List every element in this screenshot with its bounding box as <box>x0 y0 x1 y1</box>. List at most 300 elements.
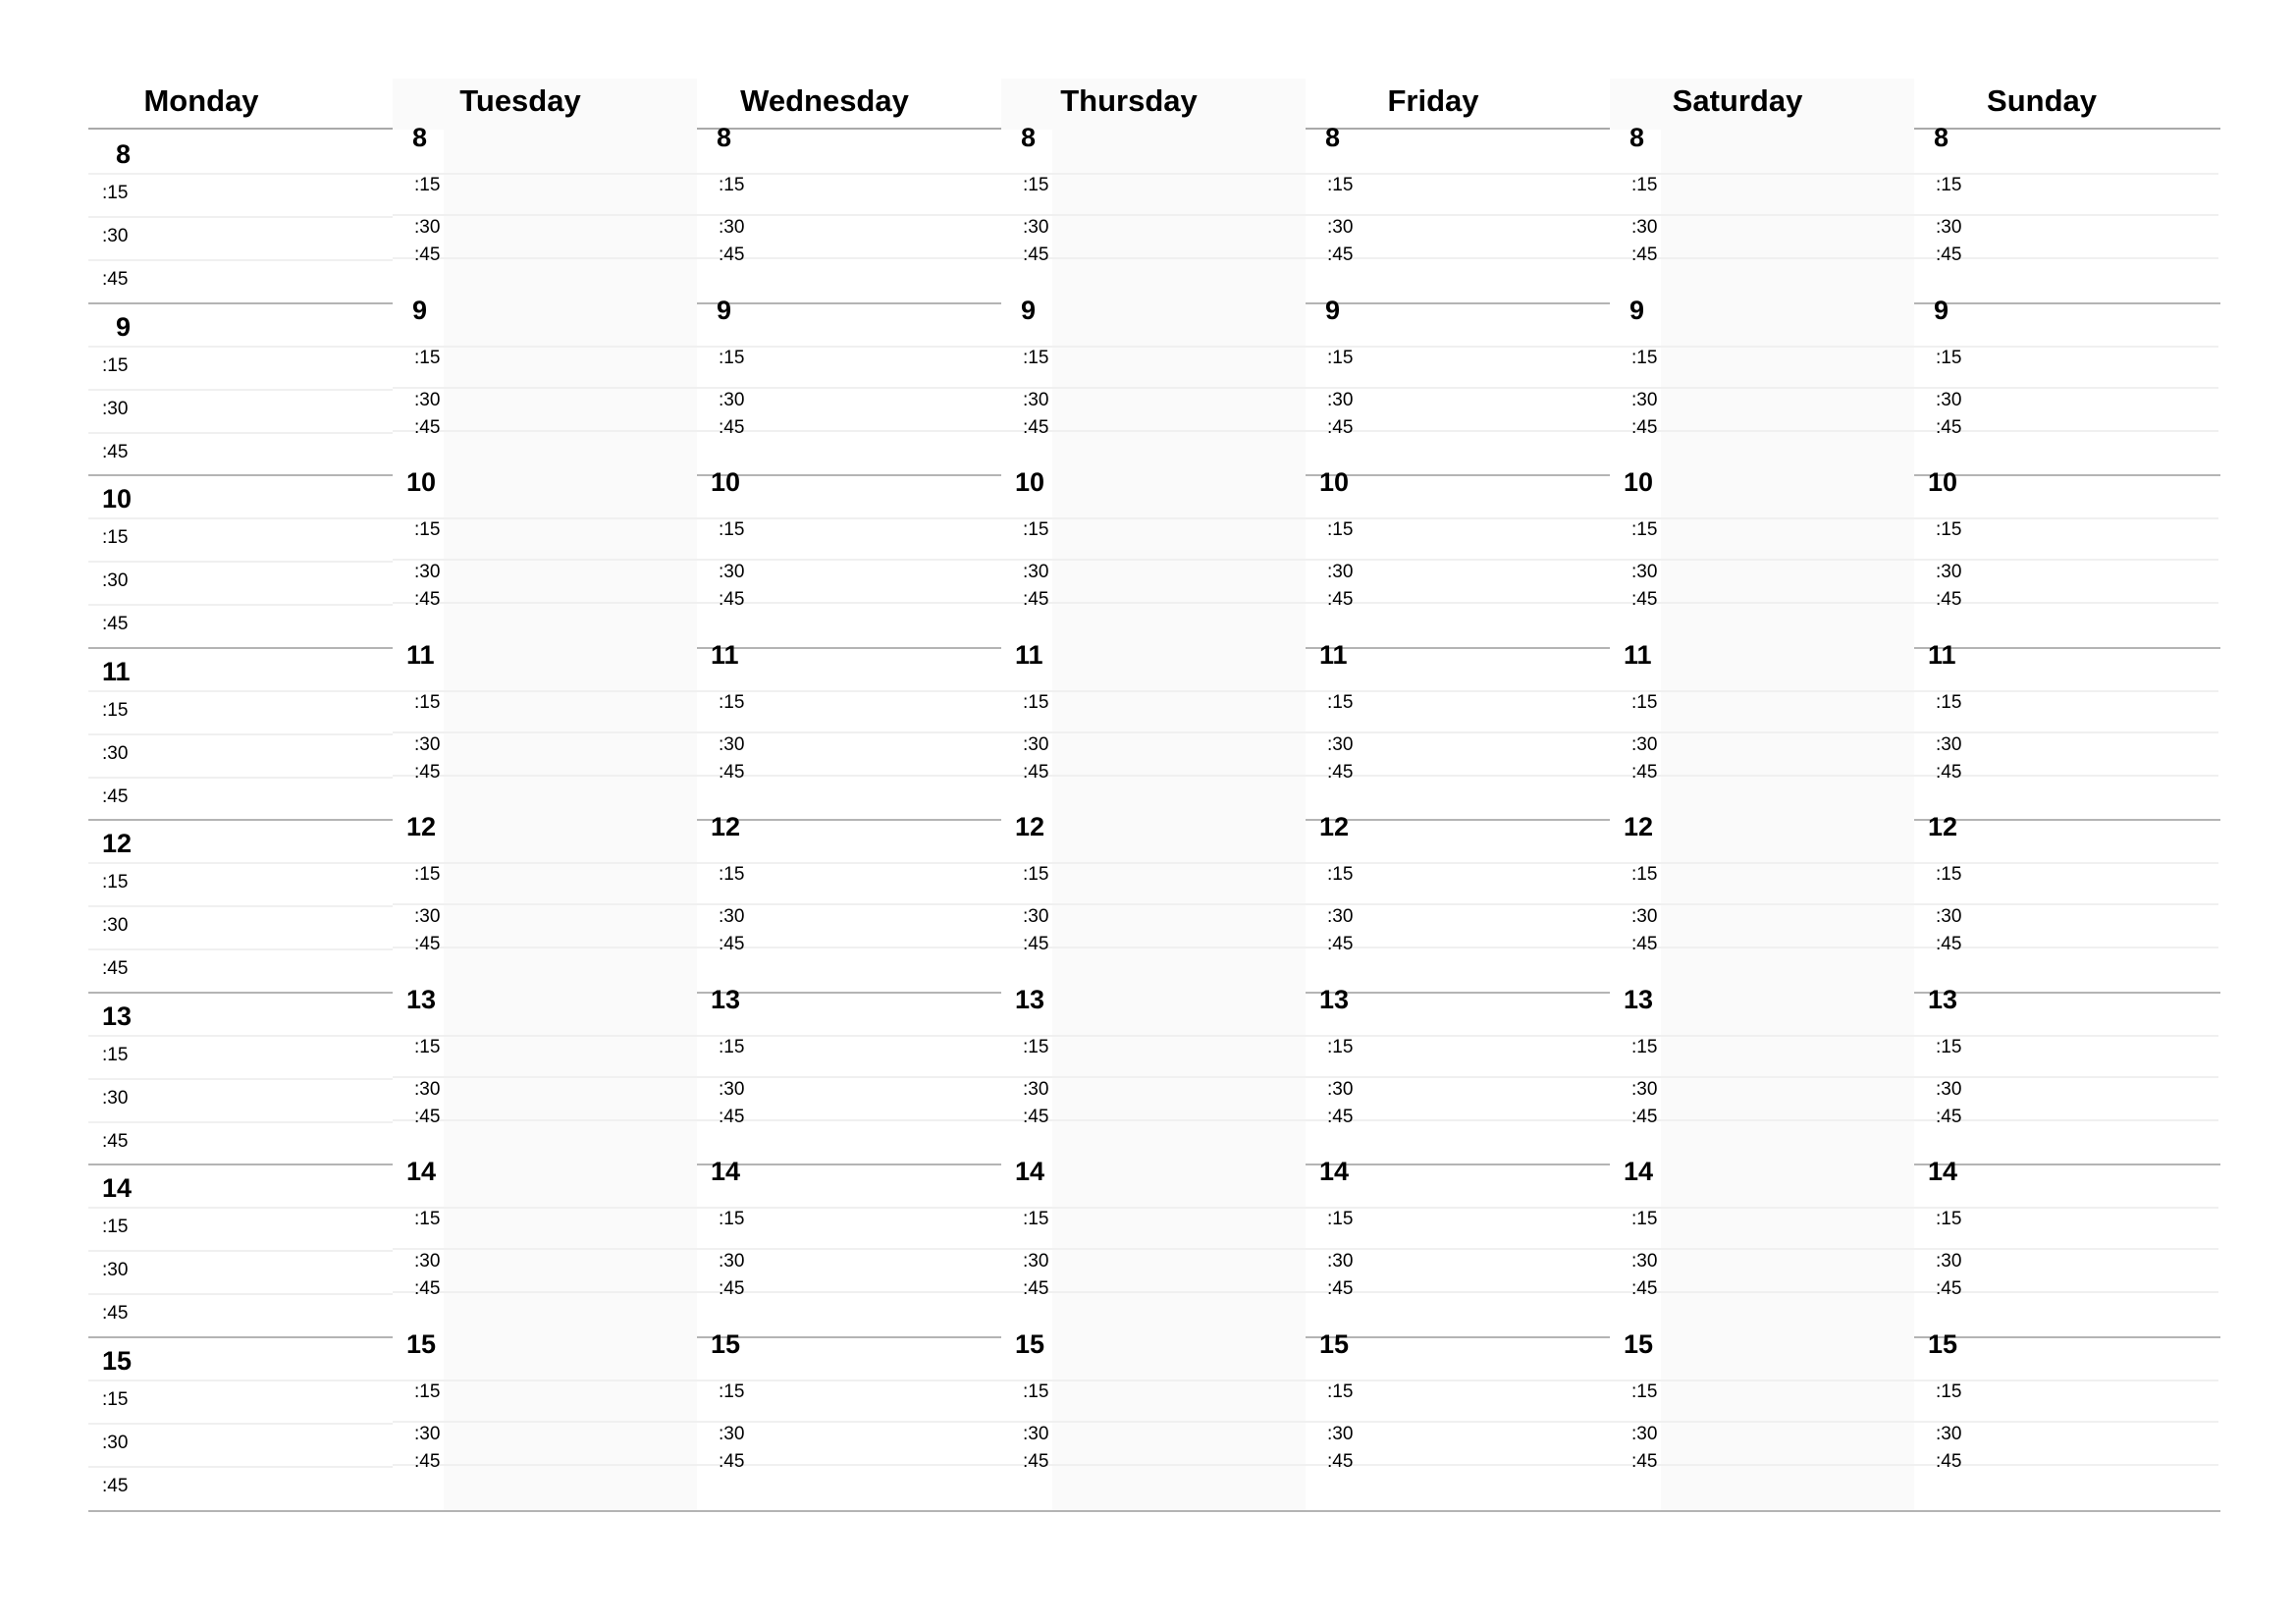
quarter-label: :45 <box>102 1130 129 1152</box>
quarter-label: :15 <box>1327 691 1354 713</box>
quarter-label: :45 <box>1936 1106 1962 1127</box>
quarter-label: :30 <box>1023 1078 1049 1100</box>
hour-label: 14 <box>406 1157 437 1186</box>
hour-slot[interactable] <box>1306 123 1610 302</box>
hour-slot[interactable] <box>1001 984 1306 1164</box>
quarter-label: :45 <box>414 934 441 954</box>
hour-label: 9 <box>1325 295 1341 325</box>
hour-slot[interactable] <box>1914 123 2218 302</box>
quarter-label: :45 <box>719 761 745 783</box>
quarter-label: :15 <box>1023 864 1049 885</box>
quarter-label: :15 <box>414 1380 441 1402</box>
quarter-label: :15 <box>1631 347 1658 368</box>
quarter-label: :15 <box>1936 175 1962 195</box>
quarter-divider <box>393 387 697 389</box>
hour-slot[interactable] <box>1306 467 1610 647</box>
quarter-label: :30 <box>1936 906 1962 927</box>
hour-label: 15 <box>406 1328 437 1359</box>
quarter-divider <box>88 777 393 779</box>
quarter-label: :45 <box>102 1475 129 1496</box>
hour-slot[interactable] <box>393 123 697 302</box>
quarter-label: :45 <box>719 244 745 265</box>
quarter-divider <box>1914 1421 2218 1423</box>
hour-label: 8 <box>1629 123 1645 152</box>
quarter-label: :30 <box>1327 1078 1354 1100</box>
quarter-divider <box>1306 1421 1610 1423</box>
hour-label: 15 <box>102 1345 133 1376</box>
quarter-label: :45 <box>1023 934 1049 954</box>
quarter-label: :15 <box>1023 1380 1049 1402</box>
quarter-label: :45 <box>1327 1278 1354 1299</box>
hour-slot[interactable] <box>697 295 1001 475</box>
quarter-divider <box>88 690 393 692</box>
hour-label: 14 <box>1624 1157 1654 1186</box>
quarter-divider <box>393 731 697 733</box>
quarter-divider <box>1306 903 1610 905</box>
quarter-divider <box>697 387 1001 389</box>
hour-slot[interactable] <box>88 1336 393 1509</box>
hour-slot[interactable] <box>88 1164 393 1336</box>
quarter-label: :30 <box>414 1423 441 1444</box>
hour-slot[interactable] <box>1914 639 2218 820</box>
quarter-label: :15 <box>1327 1036 1354 1057</box>
quarter-label: :15 <box>719 1036 745 1057</box>
quarter-label: :30 <box>102 570 129 591</box>
quarter-divider <box>88 517 393 519</box>
hour-label: 13 <box>711 984 741 1014</box>
hour-label: 10 <box>1319 467 1350 497</box>
hour-label: 8 <box>1325 123 1341 152</box>
hour-slot[interactable] <box>393 1157 697 1336</box>
hour-slot[interactable] <box>393 295 697 475</box>
quarter-label: :30 <box>1327 733 1354 755</box>
hour-slot[interactable] <box>1610 1157 1914 1336</box>
quarter-label: :30 <box>1936 1078 1962 1100</box>
quarter-divider <box>1914 387 2218 389</box>
quarter-divider <box>1001 1421 1306 1423</box>
quarter-label: :45 <box>102 441 129 462</box>
quarter-label: :15 <box>1327 175 1354 195</box>
hour-label: 8 <box>412 123 428 152</box>
hour-label: 14 <box>1319 1157 1350 1186</box>
quarter-label: :30 <box>1327 1423 1354 1444</box>
quarter-label: :15 <box>1327 1380 1354 1402</box>
quarter-label: :45 <box>414 589 441 610</box>
quarter-label: :45 <box>1327 244 1354 265</box>
quarter-label: :45 <box>102 785 129 807</box>
quarter-label: :30 <box>414 906 441 927</box>
quarter-label: :30 <box>1023 1251 1049 1272</box>
quarter-label: :30 <box>1936 1251 1962 1272</box>
quarter-divider <box>88 862 393 864</box>
hour-slot[interactable] <box>1001 1157 1306 1336</box>
quarter-label: :30 <box>1631 1078 1658 1100</box>
quarter-label: :45 <box>102 1303 129 1324</box>
hour-label: 11 <box>1015 639 1043 670</box>
quarter-divider <box>393 903 697 905</box>
hour-label: 8 <box>717 123 732 152</box>
hour-slot[interactable] <box>1001 639 1306 820</box>
quarter-label: :15 <box>1023 1036 1049 1057</box>
quarter-label: :30 <box>102 1260 129 1280</box>
hour-label: 13 <box>406 984 437 1014</box>
quarter-label: :15 <box>414 1036 441 1057</box>
quarter-label: :30 <box>414 733 441 755</box>
quarter-divider <box>1610 1421 1914 1423</box>
quarter-label: :45 <box>1631 1106 1658 1127</box>
quarter-divider <box>1914 1248 2218 1250</box>
quarter-label: :30 <box>1936 1423 1962 1444</box>
hour-slot[interactable] <box>697 984 1001 1164</box>
quarter-label: :30 <box>1327 217 1354 238</box>
quarter-label: :45 <box>1936 761 1962 783</box>
hour-slot[interactable] <box>1001 467 1306 647</box>
hour-label: 11 <box>406 639 435 670</box>
quarter-label: :15 <box>1631 691 1658 713</box>
hour-slot[interactable] <box>393 639 697 820</box>
quarter-label: :15 <box>414 691 441 713</box>
hour-slot[interactable] <box>1001 123 1306 302</box>
quarter-label: :15 <box>1936 1209 1962 1229</box>
hour-label: 12 <box>1928 812 1958 841</box>
quarter-label: :45 <box>414 244 441 265</box>
quarter-divider <box>393 559 697 561</box>
hour-label: 14 <box>711 1157 741 1186</box>
hour-label: 10 <box>406 467 437 497</box>
quarter-label: :15 <box>414 175 441 195</box>
quarter-label: :45 <box>1023 244 1049 265</box>
quarter-divider <box>393 1421 697 1423</box>
quarter-divider <box>1610 1248 1914 1250</box>
quarter-label: :15 <box>102 354 129 376</box>
quarter-label: :30 <box>414 389 441 410</box>
quarter-label: :30 <box>719 1251 745 1272</box>
quarter-label: :45 <box>1023 1278 1049 1299</box>
quarter-label: :45 <box>1936 1278 1962 1299</box>
hour-label: 12 <box>1624 812 1654 841</box>
day-header: Thursday <box>1060 83 1198 118</box>
hour-slot[interactable] <box>393 812 697 992</box>
hour-label: 13 <box>1928 984 1958 1014</box>
quarter-divider <box>88 346 393 348</box>
quarter-divider <box>88 432 393 434</box>
hour-slot[interactable] <box>697 467 1001 647</box>
quarter-label: :30 <box>1936 733 1962 755</box>
hour-label: 9 <box>1021 295 1037 325</box>
quarter-label: :30 <box>1631 1423 1658 1444</box>
hour-label: 12 <box>406 812 437 841</box>
quarter-label: :15 <box>102 699 129 721</box>
quarter-label: :45 <box>719 1450 745 1472</box>
quarter-divider <box>697 1076 1001 1078</box>
quarter-label: :15 <box>1631 519 1658 540</box>
quarter-label: :15 <box>1631 1036 1658 1057</box>
quarter-divider <box>1610 1076 1914 1078</box>
quarter-label: :45 <box>1936 244 1962 265</box>
hour-label: 15 <box>1015 1328 1045 1359</box>
quarter-divider <box>697 1248 1001 1250</box>
quarter-divider <box>697 731 1001 733</box>
quarter-label: :30 <box>1327 1251 1354 1272</box>
quarter-divider <box>1001 1076 1306 1078</box>
hour-slot[interactable] <box>1306 1157 1610 1336</box>
quarter-label: :15 <box>1327 519 1354 540</box>
quarter-label: :30 <box>1023 906 1049 927</box>
quarter-label: :30 <box>1631 1251 1658 1272</box>
hour-slot[interactable] <box>1610 812 1914 992</box>
quarter-label: :45 <box>1327 1106 1354 1127</box>
quarter-label: :15 <box>1631 1209 1658 1229</box>
quarter-label: :15 <box>1327 1209 1354 1229</box>
quarter-divider <box>88 1466 393 1468</box>
quarter-label: :15 <box>1936 1036 1962 1057</box>
quarter-divider <box>88 173 393 175</box>
quarter-divider <box>1306 559 1610 561</box>
quarter-label: :45 <box>414 1450 441 1472</box>
quarter-divider <box>88 1035 393 1037</box>
quarter-label: :15 <box>1023 1209 1049 1229</box>
hour-slot[interactable] <box>1914 812 2218 992</box>
hour-slot[interactable] <box>697 1157 1001 1336</box>
quarter-label: :15 <box>102 1217 129 1237</box>
hour-label: 15 <box>1624 1328 1654 1359</box>
hour-slot[interactable] <box>1914 295 2218 475</box>
quarter-label: :45 <box>1631 1278 1658 1299</box>
quarter-label: :45 <box>1023 1106 1049 1127</box>
quarter-label: :45 <box>102 614 129 634</box>
quarter-label: :45 <box>1936 934 1962 954</box>
hour-slot[interactable] <box>1610 984 1914 1164</box>
hour-slot[interactable] <box>1001 1328 1306 1509</box>
quarter-divider <box>1914 903 2218 905</box>
quarter-label: :30 <box>719 389 745 410</box>
hour-label: 10 <box>1928 467 1958 497</box>
quarter-label: :15 <box>1631 175 1658 195</box>
day-column-friday <box>1306 79 1610 1512</box>
quarter-label: :30 <box>719 1423 745 1444</box>
hour-slot[interactable] <box>1306 1328 1610 1509</box>
hour-slot[interactable] <box>393 467 697 647</box>
quarter-label: :15 <box>719 1380 745 1402</box>
hour-slot[interactable] <box>393 984 697 1164</box>
quarter-label: :15 <box>1936 1380 1962 1402</box>
hour-label: 9 <box>412 295 428 325</box>
hour-slot[interactable] <box>697 1328 1001 1509</box>
quarter-label: :15 <box>102 527 129 548</box>
quarter-label: :30 <box>1631 562 1658 582</box>
hour-slot[interactable] <box>1914 1328 2218 1509</box>
quarter-label: :30 <box>102 915 129 936</box>
bottom-divider <box>88 1510 2220 1512</box>
quarter-label: :15 <box>719 1209 745 1229</box>
quarter-divider <box>1001 387 1306 389</box>
quarter-divider <box>1001 1248 1306 1250</box>
quarter-label: :45 <box>1631 589 1658 610</box>
hour-label: 8 <box>1021 123 1037 152</box>
quarter-label: :45 <box>414 1106 441 1127</box>
quarter-label: :15 <box>102 872 129 893</box>
quarter-label: :15 <box>1631 864 1658 885</box>
quarter-label: :45 <box>1023 416 1049 438</box>
quarter-divider <box>1610 214 1914 216</box>
quarter-divider <box>1001 214 1306 216</box>
hour-slot[interactable] <box>697 812 1001 992</box>
hour-slot[interactable] <box>1610 467 1914 647</box>
hour-slot[interactable] <box>1610 123 1914 302</box>
hour-slot[interactable] <box>88 992 393 1164</box>
hour-slot[interactable] <box>88 819 393 992</box>
quarter-label: :45 <box>1327 1450 1354 1472</box>
quarter-divider <box>1306 1248 1610 1250</box>
quarter-label: :45 <box>1023 589 1049 610</box>
quarter-label: :30 <box>1936 389 1962 410</box>
quarter-divider <box>1001 731 1306 733</box>
quarter-divider <box>88 1423 393 1425</box>
hour-label: 14 <box>102 1173 133 1203</box>
quarter-divider <box>88 259 393 261</box>
quarter-label: :30 <box>1327 562 1354 582</box>
quarter-divider <box>1610 903 1914 905</box>
quarter-label: :45 <box>719 589 745 610</box>
quarter-divider <box>1306 731 1610 733</box>
quarter-label: :45 <box>1327 761 1354 783</box>
quarter-label: :45 <box>719 1106 745 1127</box>
quarter-divider <box>1914 214 2218 216</box>
hour-slot[interactable] <box>88 302 393 475</box>
quarter-label: :45 <box>1631 761 1658 783</box>
hour-slot[interactable] <box>1914 1157 2218 1336</box>
hour-slot[interactable] <box>1610 639 1914 820</box>
quarter-label: :15 <box>1023 347 1049 368</box>
hour-label: 10 <box>1624 467 1654 497</box>
quarter-label: :15 <box>1936 519 1962 540</box>
quarter-label: :45 <box>719 416 745 438</box>
hour-label: 12 <box>1015 812 1045 841</box>
hour-slot[interactable] <box>1914 984 2218 1164</box>
quarter-divider <box>1610 559 1914 561</box>
quarter-label: :15 <box>414 347 441 368</box>
quarter-label: :30 <box>102 1432 129 1453</box>
quarter-label: :30 <box>1023 389 1049 410</box>
quarter-label: :30 <box>1023 733 1049 755</box>
hour-label: 8 <box>1934 123 1949 152</box>
hour-label: 10 <box>102 484 133 514</box>
day-column-tuesday <box>393 79 697 1512</box>
quarter-label: :30 <box>719 906 745 927</box>
hour-slot[interactable] <box>1610 295 1914 475</box>
quarter-divider <box>1306 387 1610 389</box>
quarter-label: :15 <box>719 519 745 540</box>
hour-slot[interactable] <box>88 647 393 820</box>
hour-label: 12 <box>711 812 741 841</box>
day-column-monday <box>88 79 393 1512</box>
quarter-label: :30 <box>414 217 441 238</box>
hour-slot[interactable] <box>1001 295 1306 475</box>
hour-slot[interactable] <box>1001 812 1306 992</box>
quarter-label: :45 <box>1327 934 1354 954</box>
quarter-divider <box>88 216 393 218</box>
weekly-planner <box>88 79 2220 1512</box>
quarter-divider <box>1001 559 1306 561</box>
hour-slot[interactable] <box>393 1328 697 1509</box>
quarter-label: :15 <box>102 1044 129 1065</box>
day-header: Saturday <box>1672 83 1803 118</box>
hour-label: 9 <box>1934 295 1949 325</box>
quarter-label: :30 <box>719 1078 745 1100</box>
quarter-label: :30 <box>102 1087 129 1109</box>
quarter-divider <box>393 1076 697 1078</box>
hour-label: 14 <box>1015 1157 1045 1186</box>
quarter-label: :45 <box>1631 244 1658 265</box>
hour-slot[interactable] <box>88 474 393 647</box>
quarter-label: :15 <box>102 183 129 203</box>
hour-slot[interactable] <box>697 639 1001 820</box>
hour-slot[interactable] <box>1610 1328 1914 1509</box>
quarter-divider <box>697 214 1001 216</box>
day-column-sunday <box>1914 79 2218 1512</box>
quarter-label: :15 <box>1631 1380 1658 1402</box>
quarter-label: :30 <box>1936 217 1962 238</box>
quarter-label: :45 <box>1936 589 1962 610</box>
quarter-label: :45 <box>414 761 441 783</box>
hour-label: 9 <box>717 295 732 325</box>
hour-label: 13 <box>1319 984 1350 1014</box>
quarter-divider <box>88 561 393 563</box>
hour-label: 12 <box>102 829 133 858</box>
quarter-divider <box>1306 1076 1610 1078</box>
quarter-label: :45 <box>1327 416 1354 438</box>
quarter-label: :15 <box>1327 347 1354 368</box>
quarter-label: :45 <box>1023 1450 1049 1472</box>
quarter-label: :45 <box>414 1278 441 1299</box>
quarter-divider <box>1914 731 2218 733</box>
day-header: Wednesday <box>740 83 909 118</box>
quarter-divider <box>88 1380 393 1381</box>
quarter-label: :45 <box>414 416 441 438</box>
quarter-divider <box>1914 1076 2218 1078</box>
hour-slot[interactable] <box>88 130 393 302</box>
quarter-label: :45 <box>1936 1450 1962 1472</box>
quarter-label: :30 <box>1327 906 1354 927</box>
hour-slot[interactable] <box>1306 295 1610 475</box>
quarter-label: :30 <box>1631 906 1658 927</box>
hour-slot[interactable] <box>697 123 1001 302</box>
quarter-label: :30 <box>719 733 745 755</box>
quarter-label: :45 <box>1023 761 1049 783</box>
quarter-divider <box>1914 559 2218 561</box>
quarter-label: :45 <box>1631 934 1658 954</box>
hour-slot[interactable] <box>1306 984 1610 1164</box>
quarter-label: :15 <box>1023 691 1049 713</box>
quarter-divider <box>697 903 1001 905</box>
day-header: Tuesday <box>459 83 581 118</box>
quarter-divider <box>88 1078 393 1080</box>
hour-slot[interactable] <box>1914 467 2218 647</box>
hour-slot[interactable] <box>1306 812 1610 992</box>
day-column-saturday <box>1610 79 1914 1512</box>
quarter-divider <box>88 389 393 391</box>
quarter-label: :15 <box>1936 691 1962 713</box>
quarter-label: :15 <box>1936 864 1962 885</box>
hour-slot[interactable] <box>1306 639 1610 820</box>
quarter-label: :45 <box>719 934 745 954</box>
quarter-label: :15 <box>719 864 745 885</box>
hour-label: 9 <box>116 311 132 342</box>
quarter-label: :30 <box>414 562 441 582</box>
quarter-divider <box>1610 731 1914 733</box>
quarter-label: :30 <box>102 742 129 764</box>
quarter-divider <box>88 1250 393 1252</box>
